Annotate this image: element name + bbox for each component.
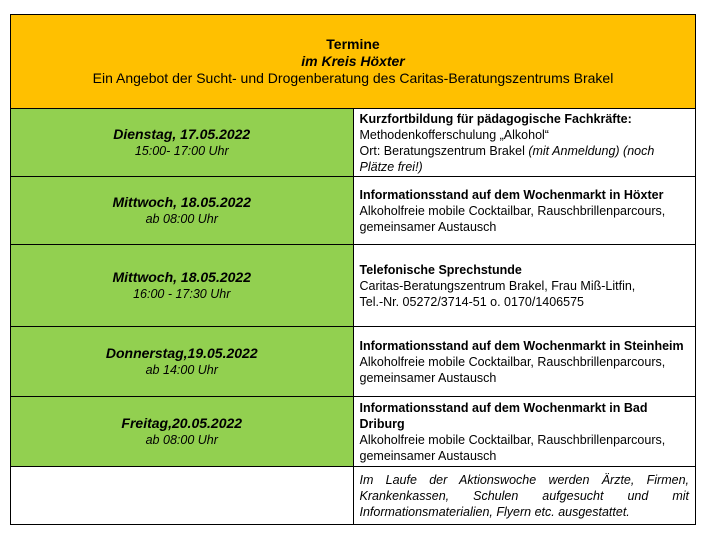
- footer-note: Im Laufe der Aktionswoche werden Ärzte, Firmen, Krankenkassen, Schulen aufgesucht und mit Informationsmaterialien, Flyern etc. ausgestattet.: [359, 472, 689, 519]
- header-row: [11, 15, 696, 109]
- event-info-cell: [353, 397, 696, 467]
- event-title: Kurzfortbildung für pädagogische Fachkräfte:: [359, 111, 632, 126]
- event-date-cell: [11, 245, 354, 327]
- event-date-cell: [11, 327, 354, 397]
- event-info-cell: [353, 327, 696, 397]
- event-time: 15:00- 17:00 Uhr: [134, 144, 229, 158]
- event-time: ab 14:00 Uhr: [145, 363, 218, 377]
- event-row: [11, 245, 696, 327]
- event-detail: Alkoholfreie mobile Cocktailbar, Rauschbrillenparcours, gemeinsamer Austausch: [359, 203, 666, 234]
- event-detail: Methodenkofferschulung „Alkohol“: [359, 127, 549, 142]
- event-detail: [360, 143, 690, 175]
- event-detail: Alkoholfreie mobile Cocktailbar, Rauschbrillenparcours, gemeinsamer Austausch: [359, 354, 666, 385]
- event-date: Donnerstag,19.05.2022: [105, 345, 258, 361]
- event-info-cell: [353, 245, 696, 327]
- event-detail: Caritas-Beratungszentrum Brakel, Frau Miß-Litfin,: [359, 278, 636, 293]
- event-row: [11, 177, 696, 245]
- schedule-table: [10, 14, 696, 525]
- event-detail: Alkoholfreie mobile Cocktailbar, Rauschbrillenparcours, gemeinsamer Austausch: [359, 432, 666, 463]
- event-title: Informationsstand auf dem Wochenmarkt in Höxter: [359, 187, 664, 202]
- event-row: [11, 397, 696, 467]
- footer-row: [11, 467, 696, 525]
- event-date: Freitag,20.05.2022: [121, 415, 243, 431]
- header-cell: [11, 15, 696, 109]
- header-description: Ein Angebot der Sucht- und Drogenberatung des Caritas-Beratungszentrums Brakel: [92, 70, 614, 86]
- event-date: Mittwoch, 18.05.2022: [112, 194, 251, 210]
- event-time: ab 08:00 Uhr: [145, 433, 218, 447]
- event-info-cell: [353, 109, 696, 177]
- event-title: Informationsstand auf dem Wochenmarkt in Bad Driburg: [359, 400, 648, 431]
- event-title: Informationsstand auf dem Wochenmarkt in Steinheim: [359, 338, 684, 353]
- event-info-cell: [353, 177, 696, 245]
- header-title: Termine: [326, 36, 380, 52]
- event-date: Dienstag, 17.05.2022: [113, 126, 251, 142]
- footer-note-cell: [353, 467, 696, 525]
- event-date: Mittwoch, 18.05.2022: [112, 269, 251, 285]
- event-time: ab 08:00 Uhr: [145, 212, 218, 226]
- event-date-cell: [11, 109, 354, 177]
- event-location: Ort: Beratungszentrum Brakel: [359, 143, 529, 158]
- event-row: [11, 327, 696, 397]
- event-detail: Tel.-Nr. 05272/3714-51 o. 0170/1406575: [359, 294, 584, 309]
- event-row: [11, 109, 696, 177]
- header-subtitle: im Kreis Höxter: [301, 53, 405, 69]
- footer-empty-cell: [11, 467, 354, 525]
- event-date-cell: [11, 397, 354, 467]
- event-registration-note: (mit Anmeldung) (noch Plätze frei!): [359, 143, 655, 174]
- event-time: 16:00 - 17:30 Uhr: [133, 287, 231, 301]
- event-title: Telefonische Sprechstunde: [359, 262, 522, 277]
- event-date-cell: [11, 177, 354, 245]
